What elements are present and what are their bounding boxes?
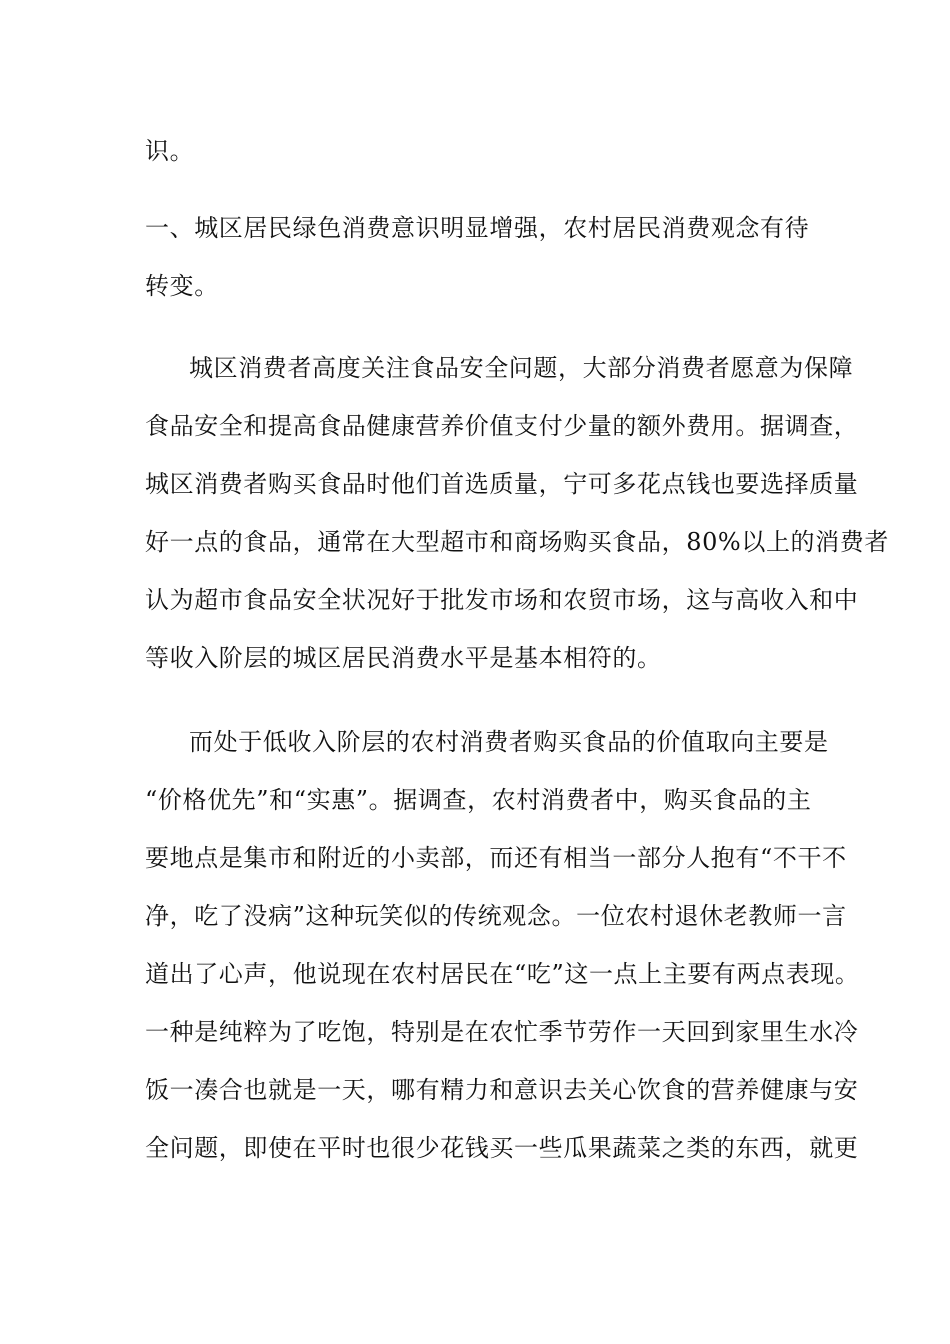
paragraph-2-line-1: 而处于低收入阶层的农村消费者购买食品的价值取向主要是 (189, 728, 829, 756)
paragraph-2-line-7: 饭一凑合也就是一天，哪有精力和意识去关心饮食的营养健康与安 (145, 1076, 859, 1104)
paragraph-1-line-2: 食品安全和提高食品健康营养价值支付少量的额外费用。据调查， (145, 412, 859, 440)
paragraph-2-line-8: 全问题，即使在平时也很少花钱买一些瓜果蔬菜之类的东西，就更 (145, 1134, 859, 1162)
paragraph-1-line-4: 好一点的食品，通常在大型超市和商场购买食品，80%以上的消费者 (145, 528, 889, 556)
paragraph-2-line-6: 一种是纯粹为了吃饱，特别是在农忙季节劳作一天回到家里生水冷 (145, 1018, 859, 1046)
paragraph-2-line-5: 道出了心声，他说现在农村居民在“吃”这一点上主要有两点表现。 (145, 960, 860, 988)
paragraph-2-line-4: 净，吃了没病”这种玩笑似的传统观念。一位农村退休老教师一言 (145, 902, 847, 930)
paragraph-2-line-2: “价格优先”和“实惠”。据调查，农村消费者中，购买食品的主 (145, 786, 812, 814)
section-heading-line-2: 转变。 (145, 272, 219, 300)
paragraph-2-line-3: 要地点是集市和附近的小卖部，而还有相当一部分人抱有“不干不 (145, 844, 847, 872)
paragraph-1-line-5: 认为超市食品安全状况好于批发市场和农贸市场，这与高收入和中 (145, 586, 859, 614)
text-line-continuation: 识。 (145, 137, 195, 165)
paragraph-1-line-6: 等收入阶层的城区居民消费水平是基本相符的。 (145, 644, 662, 672)
paragraph-1-line-3: 城区消费者购买食品时他们首选质量，宁可多花点钱也要选择质量 (145, 470, 859, 498)
paragraph-1-line-1: 城区消费者高度关注食品安全问题，大部分消费者愿意为保障 (189, 354, 854, 382)
section-heading-line-1: 一、城区居民绿色消费意识明显增强，农村居民消费观念有待 (145, 214, 810, 242)
